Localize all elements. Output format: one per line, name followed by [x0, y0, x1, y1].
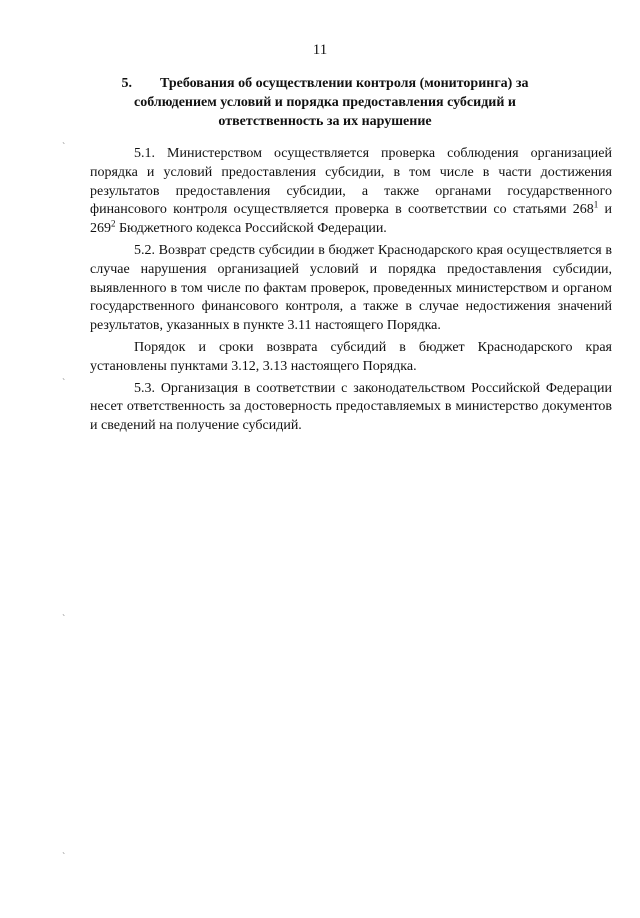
- paragraph-5-1-mid: и 269: [90, 202, 612, 237]
- paragraph-5-2: 5.2. Возврат средств субсидии в бюджет Краснодарского края осуществляется в случае нарушения организацией условий и порядка предоставления субсидии, выявленного в том числе по фактам проверок, проведенных министерством и органом государственного финансового контроля, а также в случае недостижения значений результатов, указанных в пункте 3.11 настоящего Порядка.: [90, 242, 612, 334]
- section-heading: [80, 74, 570, 131]
- superscript-1: 1: [593, 199, 599, 210]
- section-number: 5.: [121, 76, 133, 91]
- paragraph-return-order: Порядок и сроки возврата субсидий в бюджет Краснодарского края установлены пунктами 3.12, 3.13 настоящего Порядка.: [90, 339, 612, 374]
- paragraph-5-1: [90, 145, 612, 239]
- paragraph-5-3: 5.3. Организация в соответствии с законодательством Российской Федерации несет ответственность за достоверность предоставляемых в министерство документов и сведений на получение субсидий.: [90, 380, 612, 434]
- page-number: 11: [312, 42, 328, 58]
- section-title: Требования об осуществлении контроля (мониторинга) за соблюдением условий и порядка предоставления субсидий и ответственность за их нарушение: [134, 76, 529, 129]
- paragraph-5-1-text: 5.1. Министерством осуществляется проверка соблюдения организацией порядка и условий предоставления субсидии, в том числе в части достижения результатов предоставления субсидии, а также органами государственного финансового контроля осуществляется проверка в соответствии со статьями 268: [90, 146, 612, 218]
- margin-mark: `: [62, 852, 66, 863]
- margin-mark: `: [62, 378, 66, 389]
- superscript-2: 2: [111, 218, 116, 229]
- section-body: [90, 145, 612, 439]
- margin-mark: `: [62, 142, 66, 153]
- margin-mark: `: [62, 614, 66, 625]
- paragraph-5-1-tail: Бюджетного кодекса Российской Федерации.: [115, 221, 387, 237]
